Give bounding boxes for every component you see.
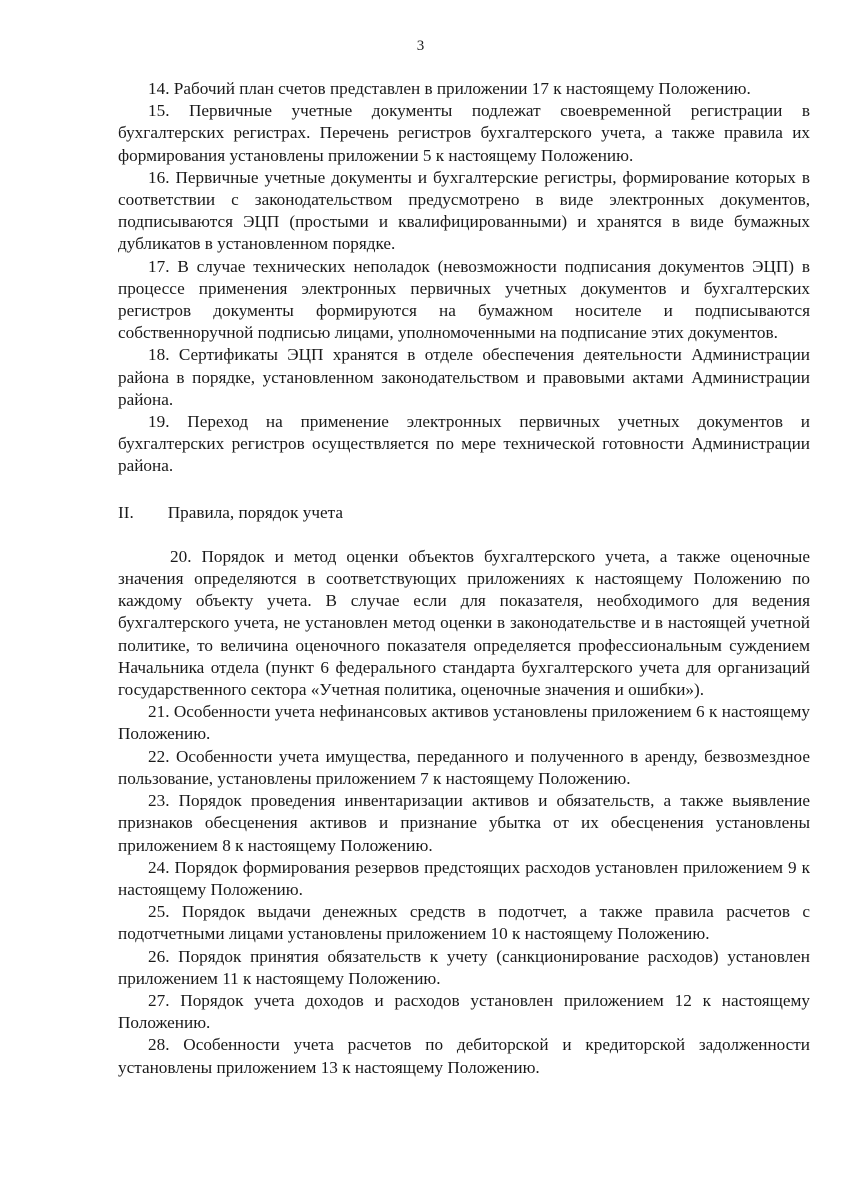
paragraph-14: 14. Рабочий план счетов представлен в приложении 17 к настоящему Положению. [148,79,751,98]
paragraph-16: 16. Первичные учетные документы и бухгалтерские регистры, формирование которых в соответствии с законодательством предусмотрено в виде электронных документов, подписываются ЭЦП (простыми и квалифицированными) и хранятся в виде бумажных дубликатов в установленном порядке. [118,167,810,254]
paragraph-20: 20. Порядок и метод оценки объектов бухгалтерского учета, а также оценочные значения определяются в соответствующих приложениях к настоящему Положению по каждому объекту учета. В случае если для показателя, необходимого для ведения бухгалтерского учета, не установлен метод оценки в законодательстве и в настоящей учетной политике, то величина оценочного показателя определяется профессиональным суждением Начальника отдела (пункт 6 федерального стандарта бухгалтерского учета для организаций государственного сектора «Учетная политика, оценочные значения и ошибки»). [118,546,810,700]
paragraph-24: 24. Порядок формирования резервов предстоящих расходов установлен приложением 9 к настоящему Положению. [118,857,810,899]
section-number: II. [118,502,134,522]
paragraph-17: 17. В случае технических неполадок (невозможности подписания документов ЭЦП) в процессе применения электронных первичных учетных документов и бухгалтерских регистров документы формируются на бумажном носителе и подписываются собственноручной подписью лицами, уполномоченными на подписание этих документов. [118,256,810,343]
paragraph-27: 27. Порядок учета доходов и расходов установлен приложением 12 к настоящему Положению. [118,990,810,1033]
paragraph-19: 19. Переход на применение электронных первичных учетных документов и бухгалтерских регистров осуществляется по мере технической готовности Администрации района. [118,412,810,476]
paragraph-15: 15. Первичные учетные документы подлежат своевременной регистрации в бухгалтерских регистрах. Перечень регистров бухгалтерского учета, а также правила их формирования установлены приложении 5 к настоящему Положению. [118,101,810,165]
paragraph-26: 26. Порядок принятия обязательств к учету (санкционирование расходов) установлен приложением 11 к настоящему Положению. [118,946,810,988]
paragraph-28: 28. Особенности учета расчетов по дебиторской и кредиторской задолженности установлены приложением 13 к настоящему Положению. [118,1035,810,1077]
paragraph-21: 21. Особенности учета нефинансовых активов установлены приложением 6 к настоящему Положению. [118,702,810,744]
section-title: Правила, порядок учета [167,502,343,522]
page-number: 3 [416,38,425,54]
paragraph-22: 22. Особенности учета имущества, переданного и полученного в аренду, безвозмездное пользование, установлены приложением 7 к настоящему Положению. [118,746,810,788]
document-body [118,78,810,1079]
section-heading [118,502,810,524]
paragraph-18: 18. Сертификаты ЭЦП хранятся в отделе обеспечения деятельности Администрации района в порядке, установленном законодательством и правовыми актами Администрации района. [118,345,810,409]
paragraph-23: 23. Порядок проведения инвентаризации активов и обязательств, а также выявление признаков обесценения активов и признание убытка от их обесценения установлены приложением 8 к настоящему Положению. [118,791,810,855]
paragraph-25: 25. Порядок выдачи денежных средств в подотчет, а также правила расчетов с подотчетными лицами установлены приложением 10 к настоящему Положению. [118,902,810,944]
